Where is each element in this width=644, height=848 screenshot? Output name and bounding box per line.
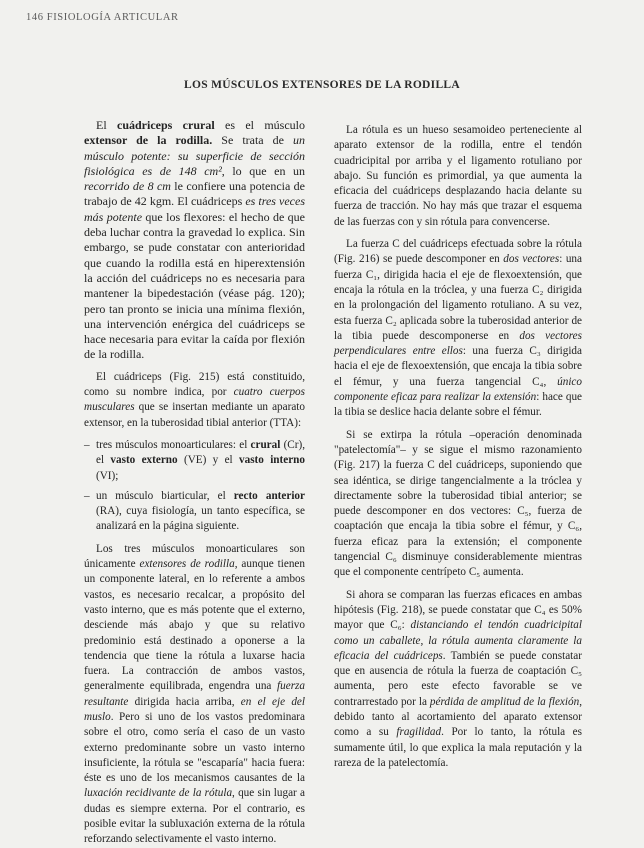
italic-phrase: extensores de rodilla <box>139 558 235 571</box>
text: le confiere una potencia de trabajo de 42 kgm. El cuádriceps <box>84 179 306 209</box>
italic-phrase: un músculo potente: su superficie de sección fisiológica es de 148 cm² <box>84 133 305 178</box>
italic-phrase: distanciando el tendón cuadricipital como un caballete, la rótula aumenta claramente la eficacia del cuádriceps <box>334 619 582 662</box>
text: tres músculos monoarticulares: el <box>96 438 251 451</box>
section-title: LOS MÚSCULOS EXTENSORES DE LA RODILLA <box>184 79 460 91</box>
bold-term: vasto externo <box>110 454 178 467</box>
text: Si ahora se comparan las fuerzas eficaces en ambas hipótesis (Fig. 218), se puede constatar que C₄ es 50% mayor que C₆: <box>334 588 582 632</box>
text: . También se puede constatar que en ausencia de rótula la fuerza de coaptación C₅ aumenta, pero este efecto favorable se ve contrarrestado por la <box>334 649 582 708</box>
text: Se trata de <box>212 133 293 148</box>
text: un músculo biarticular, el <box>96 489 234 502</box>
text: dirigida hacia arriba, <box>128 695 241 708</box>
paragraph-force-comparison <box>334 588 582 772</box>
bold-term: vasto interno <box>239 454 305 467</box>
bold-term: extensor de la rodilla. <box>84 133 213 148</box>
text: (VE) y el <box>177 454 239 467</box>
text: . Pero si uno de los vastos predominara sobre el otro, como sería el caso de un vasto externo predominante sobre un vasto interno insuficiente, la rótula se "escaparía" hacia fuera: éste es uno de los mecanismos causantes de la <box>84 710 305 785</box>
paragraph-force-vectors <box>334 237 582 421</box>
bold-term: recto anterior <box>233 489 305 502</box>
text: : una fuerza C₃ dirigida hacia el eje de flexoextensión, que encaja la tibia sobre el fémur, y una fuerza tangencial C₄, <box>334 345 582 388</box>
dash-marker: – <box>84 438 90 451</box>
italic-phrase: luxación recidivante de la rótula <box>84 787 233 800</box>
italic-phrase: recorrido de 8 cm <box>84 179 171 194</box>
text: , lo que en un <box>221 163 305 178</box>
right-column <box>334 123 582 778</box>
paragraph-patellectomy: Si se extirpa la rótula –operación denominada "patelectomía"– y se sigue el mismo razonamiento (Fig. 217) la fuerza C del cuádriceps, suponiendo que sea idéntica, se dirige tangencialmente a la tróclea y directamente sobre la tuberosidad tibial anterior; se puede descomponer en dos vectores: C₅, fuerza de coaptación que encaja la tibia sobre el fémur, y C₆, fuerza eficaz para la extensión; el componente tangencial C₆ disminuye considerablemente mientras que el componente centrípeto C₅ aumenta. <box>334 428 582 579</box>
text: : una fuerza C₁, dirigida hacia el eje de flexoextensión, que encaja la rótula en la tróclea, y una fuerza C₂ dirigida en la prolongación del ligamento rotuliano. A su vez, esta fuerza C₂ aplicada sobre la tuberosidad anterior de la tibia puede descomponerse en <box>334 253 582 342</box>
text: , debido tanto al acortamiento del aparato extensor como a su <box>334 695 582 739</box>
bold-term: crural <box>250 438 281 451</box>
text: : hace que la tibia se deslice hacia delante sobre el fémur. <box>334 391 582 419</box>
muscle-list <box>84 438 305 535</box>
italic-phrase: cuatro cuerpos musculares <box>84 386 305 414</box>
italic-phrase: en el eje del muslo <box>84 695 305 723</box>
text: (VI); <box>96 469 119 482</box>
text: Los tres músculos monoarticulares son únicamente <box>84 542 305 571</box>
text: . Por lo tanto, la rótula es sumamente útil, lo que explica la mala reputación y la rareza de la patelectomía. <box>334 726 582 769</box>
italic-phrase: fragilidad <box>396 726 442 739</box>
text: (RA), cuya fisiología, un tanto específica, se analizará en la página siguiente. <box>96 505 305 533</box>
italic-phrase: único componente eficaz para realizar la extensión <box>334 375 582 404</box>
dash-marker: – <box>84 489 90 502</box>
italic-phrase: dos vectores perpendiculares entre ellos <box>334 329 582 358</box>
italic-phrase: fuerza resultante <box>84 680 305 708</box>
left-column <box>84 118 305 848</box>
paragraph-patella-role: La rótula es un hueso sesamoideo perteneciente al aparato extensor de la rodilla, entre el tendón cuadricipital por arriba y el ligamento rotuliano por abajo. Su función es primordial, ya que aumenta la eficacia del cuádriceps desplazando hacia delante su fuerza de tracción. No hay más que trazar el esquema de las fuerzas con y sin rótula para convencerse. <box>334 124 582 228</box>
bold-term: cuádriceps crural <box>117 118 215 132</box>
text: El cuádriceps (Fig. 215) está constituido, como su nombre indica, por <box>84 370 305 399</box>
list-item-monoarticular <box>84 438 305 484</box>
italic-phrase: pérdida de amplitud de la flexión <box>429 695 580 708</box>
text: , que sin lugar a dudas es siempre externa. Por el contrario, es posible evitar la subluxación externa de la rótula reforzando selectivamente el vasto interno. <box>84 787 305 846</box>
text: (Cr), el <box>96 438 306 467</box>
paragraph-quadriceps-composition <box>84 370 305 431</box>
running-head: 146 FISIOLOGÍA ARTICULAR <box>26 12 179 23</box>
text: El <box>96 118 117 132</box>
text: La fuerza C del cuádriceps efectuada sobre la rótula (Fig. 216) se puede descomponer en <box>334 238 582 266</box>
text: , aunque tienen un componente lateral, en lo referente a ambos vastos, es necesario recalcar, a propósito del vasto interno, que es más potente que el externo, desciende más abajo y que su relativo predominio está destinado a oponerse a la tendencia que tiene la rótula a luxarse hacia fuera. La contracción de ambos vastos, generalmente equilibrada, engendra una <box>84 558 305 693</box>
text: que los flexores: el hecho de que deba luchar contra la gravedad lo explica. Sin embargo, se pude constatar con anterioridad que cuando la rodilla está en hiperextensión la acción del cuádriceps no es necesaria para mantener la bipedestación (véase pág. 120); pero tan pronto se inicia una mínima flexión, una intervención enérgica del cuádriceps se hace necesaria para evitar la caída por flexión de la rodilla. <box>84 209 306 362</box>
italic-phrase: dos vectores <box>503 253 560 266</box>
text: que se insertan mediante un aparato extensor, en la tuberosidad tibial anterior (TTA): <box>84 401 305 429</box>
italic-phrase: es tres veces más potente <box>84 194 305 224</box>
paragraph-vastus-muscles <box>84 542 305 848</box>
paragraph-quadriceps-intro <box>84 118 305 363</box>
text: es el músculo <box>214 118 305 132</box>
list-item-biarticular <box>84 489 305 535</box>
